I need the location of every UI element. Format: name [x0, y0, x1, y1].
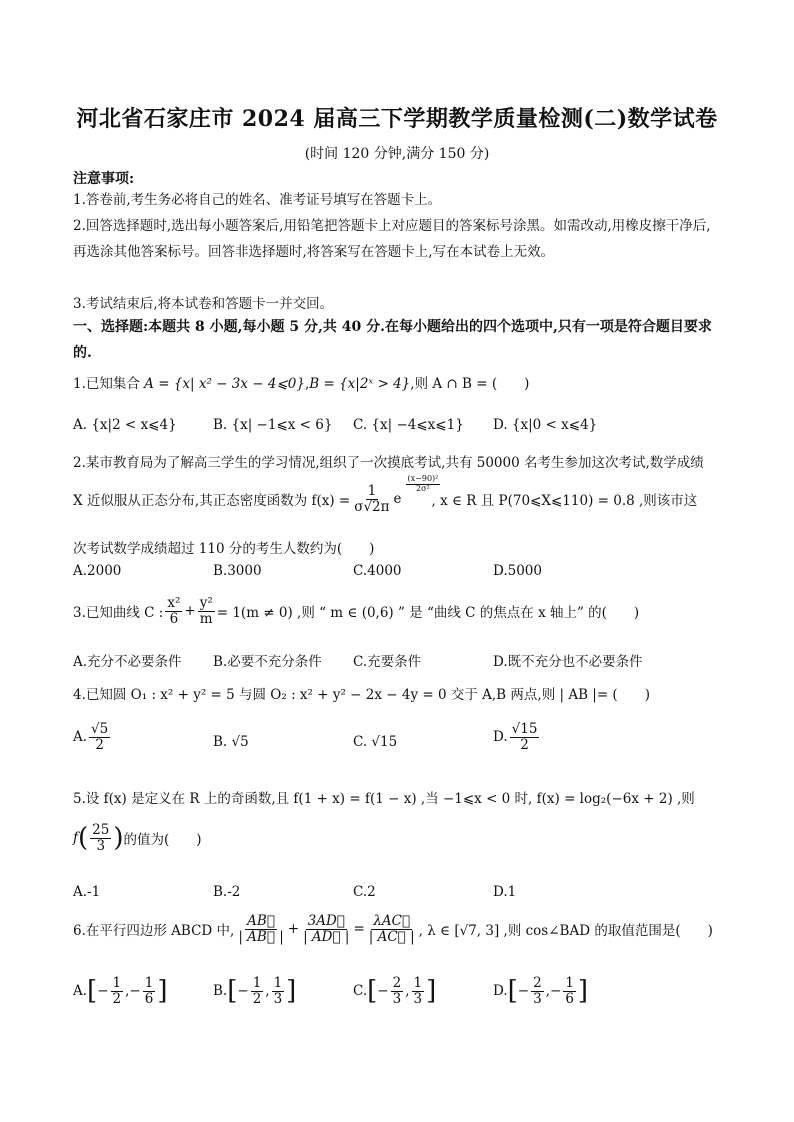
q4-option-b: B. √5: [213, 734, 249, 750]
q3-fraction-2: [198, 596, 215, 627]
q5-options: [73, 884, 723, 904]
q6-a-label: A.: [73, 983, 88, 1000]
q6-option-b: [213, 976, 296, 1007]
q6-term-2: [301, 914, 351, 945]
q3-option-c: C.充要条件: [353, 654, 422, 670]
q5-frac-den: 3: [96, 837, 106, 854]
q4-a-den: 2: [95, 736, 104, 753]
q5-right-paren: ): [113, 823, 124, 854]
q4-option-d-label: D.: [493, 729, 508, 746]
q2-frac-den: σ√2π: [354, 498, 390, 515]
page-subtitle: (时间 120 分钟,满分 150 分): [304, 146, 490, 162]
q5-option-c: C.2: [353, 884, 376, 900]
q5-tail: 的值为( ): [123, 832, 202, 849]
q1-option-b: B. {x| −1⩽x < 6}: [213, 417, 333, 433]
q6-tail: , λ ∈ [√7, 3] ,则 cos∠BAD 的取值范围是( ): [418, 923, 713, 940]
q3-f1-den: 6: [169, 610, 179, 627]
q1-set-b: B = {x|2ˣ > 4}: [309, 376, 411, 392]
q3-f2-num: y²: [199, 595, 213, 611]
q3-fraction-1: [165, 596, 182, 627]
q6-d-comma: ,: [545, 983, 550, 1000]
q6-d-sign-1: −: [517, 983, 530, 1000]
q1-mid: ,: [304, 376, 310, 392]
q3-option-a: A.充分不必要条件: [73, 654, 182, 670]
q1-option-a: A. {x|2 < x⩽4}: [73, 417, 177, 433]
q6-b-label: B.: [213, 983, 228, 1000]
page-title: 河北省石家庄市 2024 届高三下学期教学质量检测(二)数学试卷: [76, 106, 718, 132]
q6-d-n2: 1: [565, 975, 574, 991]
notes-heading: 注意事项:: [73, 171, 135, 187]
q6-plus: +: [287, 921, 300, 938]
q6-d-d2: 6: [565, 990, 574, 1007]
q2-exponential: [393, 474, 439, 508]
q4-option-d-fraction: [510, 722, 540, 753]
q6-term-1: [236, 914, 285, 945]
q6-d-label: D.: [493, 983, 508, 1000]
q6-a-sign-1: −: [97, 983, 109, 1000]
q6-t3-den: | AC⃗ |: [368, 928, 415, 945]
q3-tail: = 1(m ≠ 0) ,则 “ m ∈ (0,6) ” 是 “曲线 C 的焦点在 x 轴上” 的( ): [216, 605, 640, 622]
q6-b-frac-1: [251, 976, 264, 1007]
q5-left-paren: (: [78, 823, 89, 854]
question-4: 4.已知圆 O₁ : x² + y² = 5 与圆 O₂ : x² + y² − 2x − 4y = 0 交于 A,B 两点,则 | AB |= ( ): [73, 687, 650, 703]
q6-t2-num: 3AD⃗: [307, 913, 345, 929]
q6-c-d2: 3: [413, 990, 423, 1007]
q6-t2-den: | AD⃗ |: [303, 928, 350, 945]
q6-c-frac-1: [391, 976, 404, 1007]
q4-option-d: [493, 722, 541, 753]
q6-term-3: [367, 914, 417, 945]
note-item-3: 3.考试结束后,将本试卷和答题卡一并交回。: [73, 296, 334, 312]
question-3: [73, 596, 639, 627]
q6-c-n2: 1: [413, 975, 423, 991]
q3-prefix: 3.已知曲线 C :: [73, 605, 164, 622]
q6-a-close-bracket: ]: [157, 976, 168, 1007]
q3-plus: +: [184, 603, 196, 620]
q6-d-n1: 2: [533, 975, 542, 991]
q3-option-b: B.必要不充分条件: [213, 654, 322, 670]
q5-line-1: 5.设 f(x) 是定义在 R 上的奇函数,且 f(1 + x) = f(1 − x) ,当 −1⩽x < 0 时, f(x) = log₂(−6x + 2) ,则: [73, 791, 695, 807]
q6-c-open-bracket: [: [367, 976, 378, 1007]
q4-d-num: √15: [511, 721, 538, 737]
q6-b-d1: 2: [252, 990, 262, 1007]
q2-line-3: 次考试数学成绩超过 110 分的考生人数约为( ): [73, 541, 375, 557]
q2-line-2-b: , x ∈ R 且 P(70⩽X⩽110) = 0.8 ,则该市这: [431, 493, 698, 510]
q6-d-open-bracket: [: [507, 976, 518, 1007]
q6-t1-num: AB⃗: [247, 913, 275, 929]
q6-b-frac-2: [272, 976, 285, 1007]
q6-b-n1: 1: [252, 975, 262, 991]
q6-a-open-bracket: [: [87, 976, 98, 1007]
q5-option-d: D.1: [493, 884, 517, 900]
q2-frac-num: 1: [367, 483, 377, 499]
q6-b-n2: 1: [273, 975, 283, 991]
q6-c-n1: 2: [392, 975, 402, 991]
q6-c-label: C.: [353, 983, 368, 1000]
q2-line-2: [73, 474, 698, 515]
q2-density-fraction: [352, 484, 391, 515]
q5-f: f: [73, 830, 78, 847]
q6-c-sign-1: −: [377, 983, 389, 1000]
q1-option-d: D. {x|0 < x⩽4}: [493, 417, 598, 433]
q6-a-d1: 2: [112, 990, 122, 1007]
q2-exponent: [406, 475, 441, 494]
q6-t3-num: λAC⃗: [373, 913, 411, 929]
q6-c-comma: ,: [405, 983, 410, 1000]
q6-a-n2: 1: [144, 975, 154, 991]
q6-d-frac-1: [531, 976, 544, 1007]
note-item-2: 2.回答选择题时,选出每小题答案后,用铅笔把答题卡上对应题目的答案标号涂黑。如需改动,用橡皮擦干净后,再选涂其他答案标号。回答非选择题时,将答案写在答题卡上,写在本试卷上无效。: [73, 218, 711, 260]
q6-d-close-bracket: ]: [577, 976, 589, 1007]
q6-prefix: 6.在平行四边形 ABCD 中,: [73, 923, 235, 940]
q6-b-sign-1: −: [237, 983, 249, 1000]
q6-b-close-bracket: ]: [286, 976, 297, 1007]
q3-options: [73, 650, 723, 670]
note-item-1: 1.答卷前,考生务必将自己的姓名、准考证号填写在答题卡上。: [73, 192, 442, 208]
q1-set-a: A = {x| x² − 3x − 4⩽0}: [144, 376, 305, 392]
q2-option-c: C.4000: [353, 563, 402, 579]
q6-d-sign-2: −: [550, 983, 562, 1000]
question-1: [73, 372, 529, 392]
q3-f2-den: m: [199, 610, 213, 627]
q6-c-frac-2: [412, 976, 425, 1007]
q6-b-d2: 3: [273, 990, 283, 1007]
q4-a-num: √5: [91, 721, 109, 737]
q6-option-a: [73, 976, 167, 1007]
q1-option-c: C. {x| −4⩽x⩽1}: [353, 417, 464, 433]
q5-fraction: [90, 823, 111, 854]
q4-option-c: C. √15: [353, 734, 398, 750]
q6-t1-den: | AB⃗ |: [238, 928, 284, 945]
q5-frac-num: 25: [92, 822, 110, 838]
q6-options: [73, 976, 723, 1020]
q2-exp-base: e: [393, 491, 402, 508]
q6-d-d1: 3: [533, 990, 542, 1007]
q2-line-1: 2.某市教育局为了解高三学生的学习情况,组织了一次摸底考试,共有 50000 名考生参加这次考试,数学成绩: [73, 455, 704, 471]
q5-option-b: B.-2: [213, 884, 241, 900]
q5-option-a: A.-1: [73, 884, 101, 900]
q6-option-d: [493, 976, 588, 1007]
q6-b-open-bracket: [: [227, 976, 238, 1007]
q2-line-2-a: X 近似服从正态分布,其正态密度函数为 f(x) =: [73, 493, 351, 510]
q4-options: [73, 722, 723, 766]
q6-a-sign-2: −: [129, 983, 141, 1000]
q2-option-b: B.3000: [213, 563, 262, 579]
q6-c-d1: 3: [392, 990, 402, 1007]
q2-option-a: A.2000: [73, 563, 122, 579]
q6-a-frac-2: [143, 976, 156, 1007]
q6-c-close-bracket: ]: [426, 976, 437, 1007]
q1-prefix: 1.已知集合: [73, 376, 145, 392]
q2-options: [73, 563, 723, 583]
q4-d-den: 2: [520, 736, 529, 753]
q4-option-a-label: A.: [73, 729, 88, 746]
q2-option-d: D.5000: [493, 563, 542, 579]
q3-f1-num: x²: [167, 595, 181, 611]
q4-option-a: [73, 722, 112, 753]
q6-b-comma: ,: [265, 983, 270, 1000]
q6-d-frac-2: [563, 976, 576, 1007]
q1-options: [73, 417, 723, 437]
q4-option-a-fraction: [89, 722, 110, 753]
q5-line-2: [73, 823, 202, 854]
q3-option-d: D.既不充分也不必要条件: [493, 654, 643, 670]
q6-a-n1: 1: [112, 975, 122, 991]
q6-option-c: [353, 976, 436, 1007]
q1-tail: ,则 A ∩ B = ( ): [410, 376, 530, 392]
q6-equals: =: [353, 921, 365, 938]
q6-a-comma: ,: [125, 983, 130, 1000]
q2-exp-num: (x−90)²: [407, 474, 439, 484]
q6-a-d2: 6: [144, 990, 154, 1007]
question-6: [73, 914, 713, 945]
q2-exp-den: 2σ²: [416, 484, 430, 494]
section-1-heading: 一、选择题:本题共 8 小题,每小题 5 分,共 40 分.在每小题给出的四个选项中,只有一项是符合题目要求的.: [73, 319, 712, 361]
q6-a-frac-1: [111, 976, 124, 1007]
